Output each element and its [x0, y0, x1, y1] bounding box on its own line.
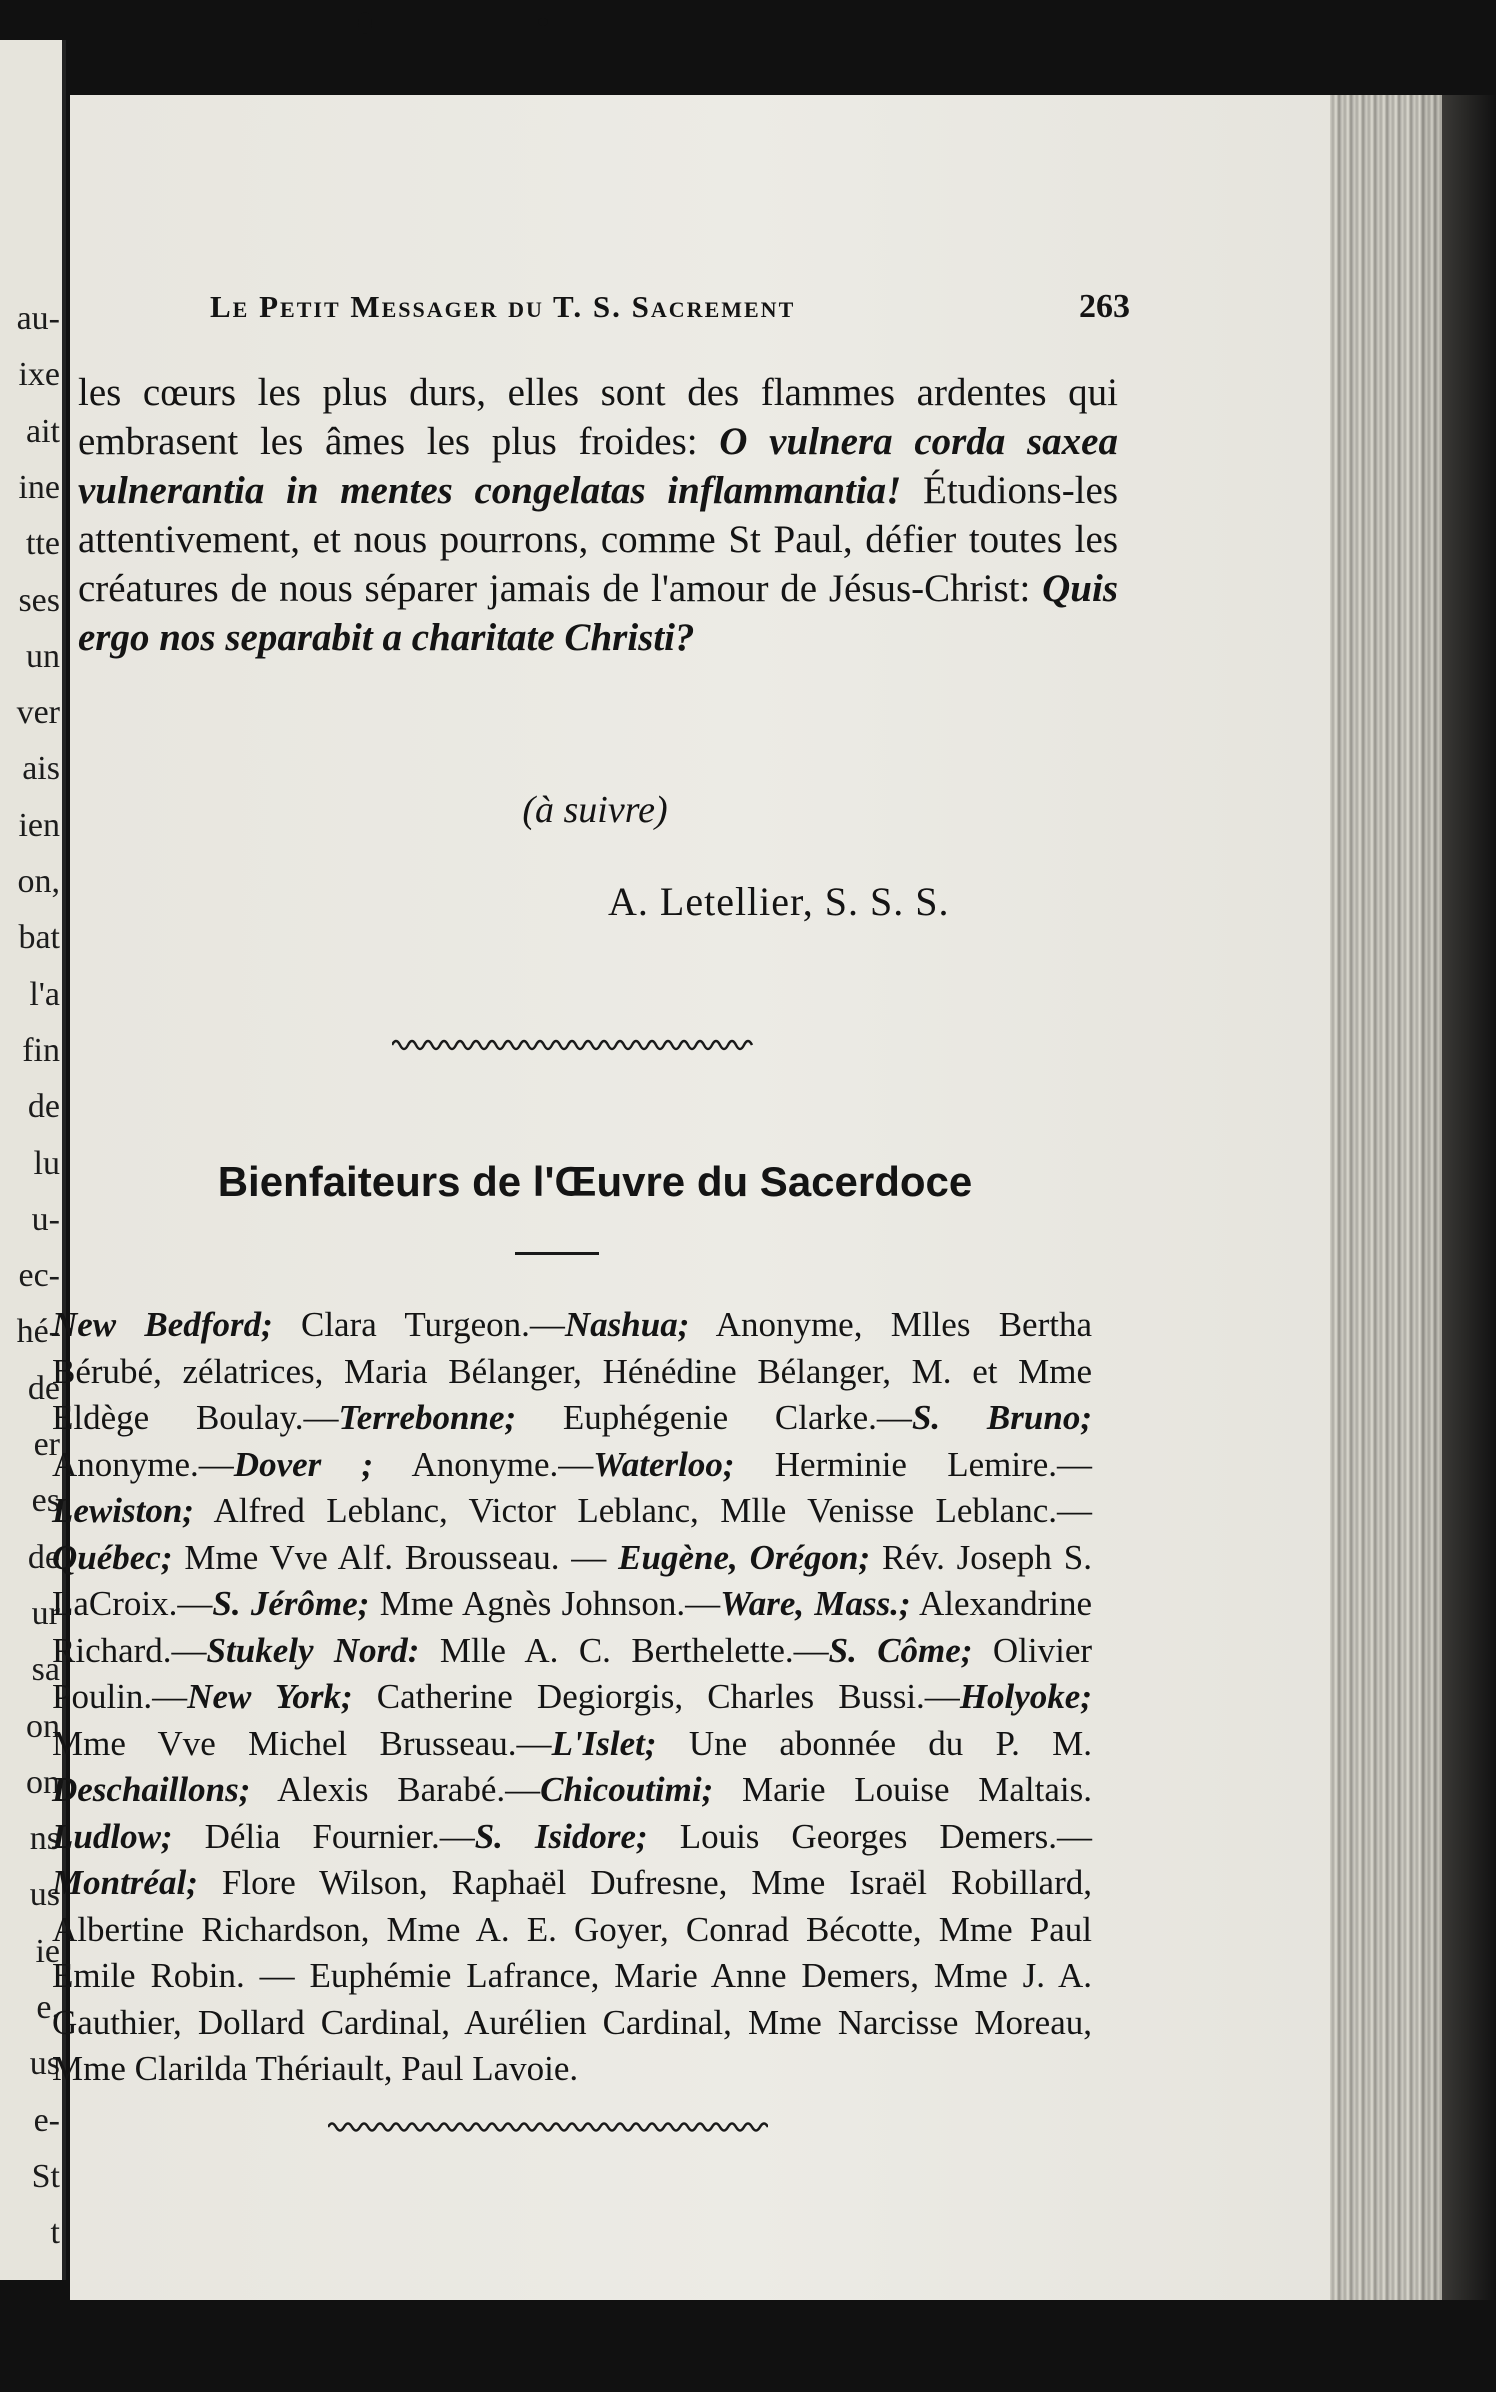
donor-names: Mlle A. C. Berthelette.—: [419, 1630, 829, 1670]
donor-place: Montréal;: [52, 1863, 198, 1902]
donor-place: Québec;: [52, 1537, 173, 1577]
prev-page-fragment: ns: [29, 1820, 60, 1858]
prev-page-fragment: de: [27, 1538, 60, 1576]
donor-names: Anonyme.—: [373, 1444, 594, 1484]
prev-page-fragment: on: [26, 1707, 60, 1745]
prev-page-fragment: ie: [35, 1932, 60, 1970]
donor-names: Alexis Barabé.—: [250, 1770, 541, 1809]
latin-quote: O vulnera corda saxea vulnerantia in mentes congelatas inflammantia!: [78, 420, 1118, 512]
prev-page-fragment: ur: [31, 1594, 60, 1632]
prev-page-fragment: ait: [26, 412, 60, 450]
prev-page-fragment: St: [31, 2157, 60, 2195]
donor-place: L'Islet;: [551, 1723, 657, 1763]
prev-page-fragment: us: [29, 1876, 60, 1914]
prev-page-fragment: l'a: [29, 975, 60, 1013]
prev-page-fragment: ais: [22, 750, 60, 788]
donor-names: Euphégenie Clarke.—: [516, 1398, 912, 1437]
donor-place: Holyoke;: [959, 1677, 1092, 1716]
donor-place: S. Jérôme;: [212, 1584, 370, 1623]
donor-names: Anonyme, Mlles Bertha Bérubé, zélatrices, Maria Bélanger, Hénédine Bélanger, M. et Mme Eldège Boulay.—: [52, 1305, 1093, 1437]
page-stack-edge: [1330, 95, 1442, 2300]
prev-page-fragment: ixe: [18, 356, 60, 394]
donor-names: Alexandrine Richard.—: [52, 1584, 1093, 1670]
prev-page-fragment: on,: [17, 863, 60, 900]
prev-page-fragment: ec-: [18, 1257, 60, 1295]
donor-names: Flore Wilson, Raphaël Dufresne, Mme Israël Robillard, Albertine Richardson, Mme A. E. Goyer, Conrad Bécotte, Mme Paul Emile Robin. — Euphémie Lafrance, Marie Anne Demers, Mme J. A. Gauthier, Dollard Cardinal, Aurélien Cardinal, Mme Narcisse Moreau, Mme Clarilda Thériault, Paul Lavoie.: [52, 1863, 1092, 2088]
donor-names: Clara Turgeon.—: [272, 1305, 565, 1344]
prev-page-fragment: ses: [18, 581, 60, 619]
dust-speck: [538, 18, 548, 26]
donor-names: Mme Vve Alf. Brousseau. —: [172, 1537, 619, 1577]
page-shadow: [1442, 95, 1496, 2300]
running-head: Le Petit Messager du T. S. Sacrement: [210, 289, 796, 324]
prev-page-fragment: ine: [18, 468, 60, 506]
dust-speck: [358, 12, 372, 34]
page-header: [210, 288, 1130, 326]
donor-names: Mme Vve Michel Brusseau.—: [52, 1723, 552, 1763]
donor-place: S. Bruno;: [911, 1398, 1092, 1437]
page-number: 263: [1079, 288, 1130, 325]
donor-place: Nashua;: [564, 1305, 690, 1344]
donor-place: Stukely Nord:: [206, 1630, 420, 1670]
prev-page-fragment: t: [50, 2214, 60, 2252]
donor-names: Alfred Leblanc, Victor Leblanc, Mlle Venisse Leblanc.—: [193, 1491, 1092, 1530]
donor-place: Deschaillons;: [52, 1770, 251, 1809]
donor-names: Mme Agnès Johnson.—: [369, 1584, 721, 1623]
article-continuation: [78, 368, 1118, 662]
to-be-continued: (à suivre): [522, 789, 668, 831]
prev-page-fragment: de: [27, 1088, 60, 1126]
benefactors-list: [52, 1302, 1092, 2093]
donor-place: Ludlow;: [52, 1816, 173, 1856]
prev-page-fragment: e-: [33, 2101, 60, 2139]
wavy-divider-top: [392, 1036, 756, 1054]
prev-page-fragment: es: [31, 1482, 60, 1520]
donor-place: New Bedford;: [52, 1305, 273, 1344]
prev-page-fragment: ien: [18, 806, 60, 844]
prev-page-fragment: on: [26, 1763, 60, 1801]
prev-page-fragment: ver: [16, 694, 60, 732]
prev-page-fragment: us: [29, 2045, 60, 2083]
prev-page-fragment: hé-: [16, 1313, 60, 1351]
donor-names: Marie Louise Maltais.: [713, 1770, 1092, 1809]
prev-page-fragment: un: [26, 637, 60, 675]
donor-names: Catherine Degiorgis, Charles Bussi.—: [352, 1677, 960, 1716]
prev-page-fragment: au-: [16, 300, 60, 337]
donor-place: New York;: [187, 1677, 353, 1716]
prev-page-fragment: lu: [33, 1144, 60, 1182]
donor-names: Louis Georges Demers.—: [647, 1816, 1092, 1856]
prev-page-fragment: er: [33, 1426, 60, 1463]
donor-names: Une abonnée du P. M.: [656, 1723, 1092, 1763]
donor-place: Eugène, Orégon;: [618, 1537, 871, 1577]
donor-names: Herminie Lemire.—: [734, 1444, 1092, 1484]
prev-page-fragment: de: [27, 1369, 60, 1407]
donor-place: Dover ;: [233, 1444, 374, 1484]
donor-place: S. Côme;: [828, 1630, 973, 1670]
donor-place: Waterloo;: [593, 1444, 735, 1484]
prev-page-fragment: u-: [31, 1200, 60, 1238]
donor-place: S. Isidore;: [474, 1816, 648, 1856]
author-signature: A. Letellier, S. S. S.: [608, 879, 950, 924]
prev-page-fragment: tte: [26, 525, 60, 563]
article-paragraph: les cœurs les plus durs, elles sont des flammes ardentes qui embrasent les âmes les plus froides: O vulnera corda saxea vulnerantia in mentes congelatas inflammantia! Étudions-les attentivement, et nous pourrons, comme St Paul, défier toutes les créatures de nous séparer jamais de l'amour de Jésus-Christ: Quis ergo nos separabit a charitate Christi?: [78, 371, 1119, 659]
prev-page-fragment: bat: [18, 919, 60, 957]
section-title: Bienfaiteurs de l'Œuvre du Sacerdoce: [217, 1158, 973, 1205]
wavy-divider-bottom: [328, 2118, 768, 2136]
prev-page-fragment: fin: [22, 1031, 60, 1069]
donor-place: Ware, Mass.;: [720, 1584, 911, 1623]
donor-place: Chicoutimi;: [540, 1770, 714, 1809]
title-rule: [515, 1252, 599, 1255]
donor-names: Délia Fournier.—: [172, 1816, 475, 1856]
donor-place: Lewiston;: [52, 1491, 194, 1530]
donor-names: Anonyme.—: [52, 1444, 234, 1484]
prev-page-fragment: e.: [36, 1989, 60, 2026]
prev-page-fragment: sa: [31, 1651, 60, 1689]
donor-place: Terrebonne;: [338, 1398, 517, 1437]
latin-quote: Quis ergo nos separabit a charitate Christi?: [78, 567, 1118, 659]
donor-names: Rév. Joseph S. LaCroix.—: [52, 1537, 1092, 1623]
donor-names: Olivier Poulin.—: [52, 1630, 1093, 1716]
